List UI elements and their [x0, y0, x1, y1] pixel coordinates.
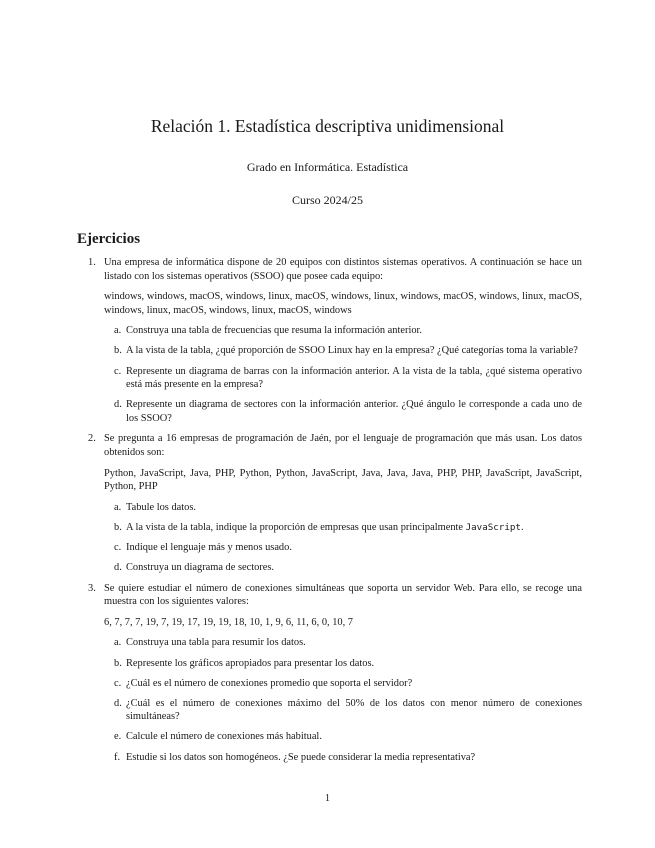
subquestion [104, 324, 582, 338]
subquestion-text-after: . [520, 521, 524, 533]
exercise-data: Python, JavaScript, Java, PHP, Python, Python, JavaScript, Java, Java, Java, PHP, PHP, JavaScript, JavaScript, Python, PHP [104, 467, 582, 493]
subquestion-letter: e. [114, 731, 122, 743]
page-number: 1 [324, 793, 331, 804]
subquestion-letter: d. [114, 697, 122, 709]
exercise-intro: Una empresa de informática dispone de 20 equipos con distintos sistemas operativos. A continuación se hace un listado con los sistemas operativos (SSOO) que posee cada equipo: [104, 257, 582, 282]
section-heading: Ejercicios [77, 231, 141, 247]
subquestion [104, 398, 582, 425]
course-year: Curso 2024/25 [291, 193, 363, 207]
subquestion [104, 501, 582, 515]
subquestion [104, 677, 582, 691]
subquestion-text: Represente un diagrama de barras con la información anterior. A la vista de la tabla, ¿qué sistema operativo está más presente en la empresa? [126, 365, 582, 391]
subquestion-letter: d. [114, 562, 122, 574]
subquestion [104, 657, 582, 671]
subquestion-text: Tabule los datos. [126, 501, 196, 513]
subquestion-text: ¿Cuál es el número de conexiones máximo del 50% de los datos con menor número de conexiones simultáneas? [126, 697, 582, 723]
subquestion [104, 365, 582, 392]
document-subtitle: Grado en Informática. Estadística [246, 160, 409, 174]
subquestion-letter: b. [114, 657, 122, 669]
subquestion [104, 521, 582, 535]
subquestion-text: A la vista de la tabla, ¿qué proporción de SSOO Linux hay en la empresa? ¿Qué categorías toma la variable? [126, 345, 578, 357]
exercise-data: windows, windows, macOS, windows, linux, macOS, windows, linux, windows, macOS, windows, linux, macOS, windows, linux, macOS, windows, linux, macOS, windows [104, 291, 582, 316]
subquestion-letter: a. [114, 325, 122, 337]
exercise-list [77, 256, 582, 771]
subquestion-letter: f. [114, 751, 121, 763]
exercise-data: 6, 7, 7, 7, 19, 7, 19, 17, 19, 19, 18, 10, 1, 9, 6, 11, 6, 0, 10, 7 [104, 616, 353, 628]
subquestion [104, 730, 582, 744]
subquestion-text-before: A la vista de la tabla, indique la proporción de empresas que usan principalmente [126, 521, 466, 533]
subquestion [104, 541, 582, 555]
code-term: JavaScript [465, 521, 521, 533]
exercise-intro: Se pregunta a 16 empresas de programación de Jaén, por el lenguaje de programación que más usan. Los datos obtenidos son: [104, 433, 582, 459]
subquestion-letter: a. [114, 501, 122, 513]
exercise-number: 3. [88, 582, 96, 594]
subquestion [104, 636, 582, 650]
subquestion-text: Estudie si los datos son homogéneos. ¿Se puede considerar la media representativa? [126, 751, 476, 763]
subquestion-text: ¿Cuál es el número de conexiones promedio que soporta el servidor? [126, 677, 413, 689]
exercise-number: 2. [88, 433, 96, 445]
exercise-intro: Se quiere estudiar el número de conexiones simultáneas que soporta un servidor Web. Para ello, se recoge una muestra con los siguientes valores: [104, 582, 582, 608]
subquestion-text: Calcule el número de conexiones más habitual. [126, 731, 322, 743]
subquestion [104, 561, 582, 575]
subquestion-text: Construya una tabla para resumir los datos. [126, 637, 306, 649]
exercise-number: 1. [88, 257, 96, 268]
subquestion [104, 697, 582, 724]
exercise-2 [77, 432, 582, 574]
subquestion-letter: c. [114, 677, 122, 689]
subquestion-letter: c. [114, 365, 122, 377]
subquestion-letter: d. [114, 399, 122, 411]
subquestion-text: Construya un diagrama de sectores. [126, 562, 275, 574]
subquestion-text: Indique el lenguaje más y menos usado. [126, 542, 292, 553]
exercise-3 [77, 582, 582, 764]
subquestion-letter: b. [114, 521, 122, 533]
subquestion-letter: b. [114, 345, 122, 357]
subquestion-text: Represente los gráficos apropiados para presentar los datos. [126, 657, 375, 669]
subquestion-text: Represente un diagrama de sectores con la información anterior. ¿Qué ángulo le corresponde a cada uno de los SSOO? [126, 399, 582, 424]
document-title: Relación 1. Estadística descriptiva unidimensional [150, 116, 505, 136]
subquestion-letter: a. [114, 637, 122, 649]
exercise-1 [77, 256, 582, 425]
subquestion-letter: c. [114, 542, 122, 553]
subquestion-text: Construya una tabla de frecuencias que resuma la información anterior. [126, 325, 423, 337]
subquestion [104, 344, 582, 358]
subquestion [104, 751, 582, 765]
